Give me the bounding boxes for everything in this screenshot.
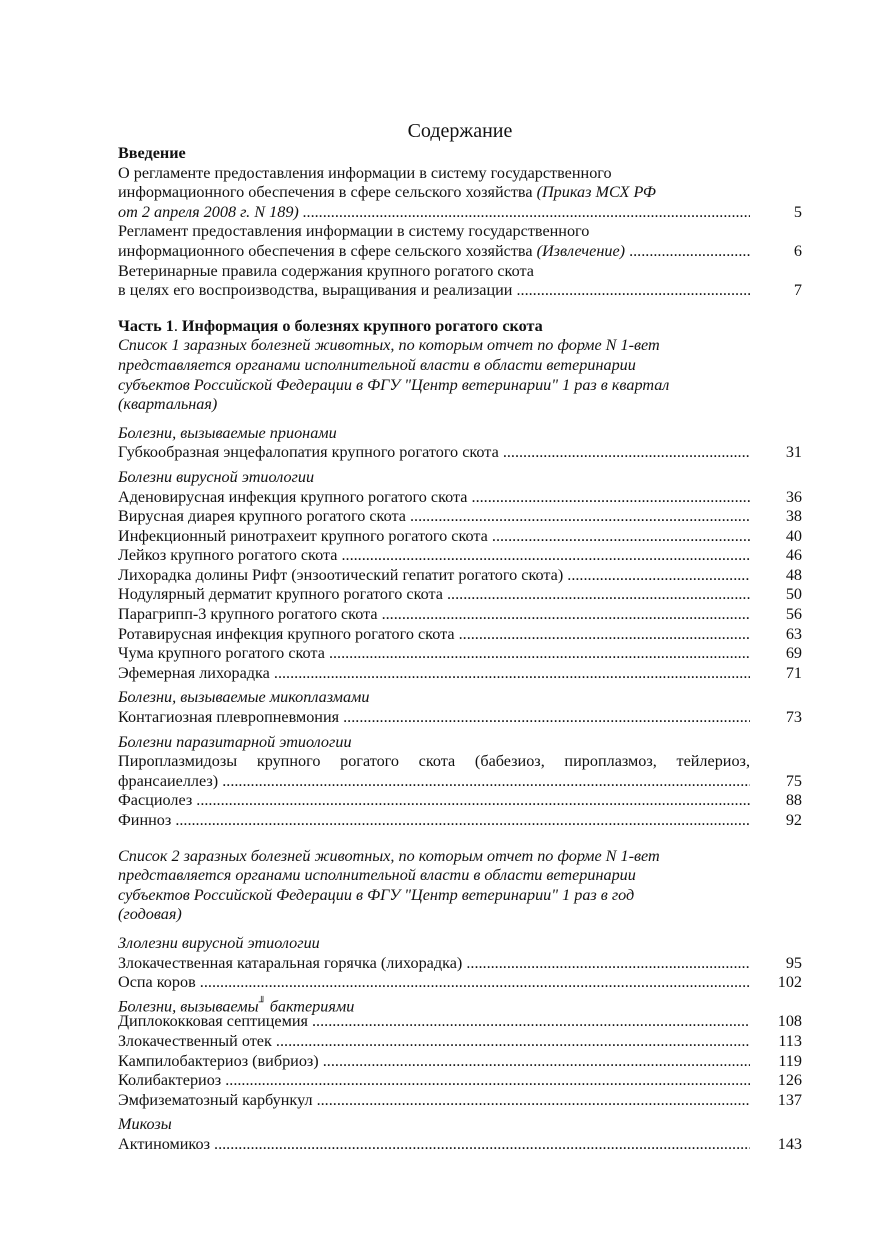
list-description: субъектов Российской Федерации в ФГУ "Центр ветеринарии" 1 раз в год [118,885,635,904]
toc-entry-page: 95 [785,953,802,972]
toc-entry-page: 73 [785,708,802,727]
toc-entry-page: 56 [785,605,802,624]
toc-entry[interactable] [118,203,802,223]
list-description: Список 1 заразных болезней животных, по которым отчет по форме N 1-вет [118,336,660,355]
toc-entry-page: 71 [785,663,802,682]
toc-entry[interactable] [118,488,802,508]
toc-entry[interactable] [118,242,802,262]
toc-entry[interactable] [118,1071,802,1091]
toc-entry-text: Колибактериоз ..... [118,1071,750,1091]
toc-entry-line: информационного обеспечения в сфере сельского хозяйства (Приказ МСХ РФ [118,183,656,202]
list-description: Список 2 заразных болезней животных, по которым отчет по форме N 1-вет [118,846,660,865]
group-heading: Болезни паразитарной этиологии [118,732,352,751]
toc-entry[interactable] [118,954,802,974]
group-heading: Болезни, вызываемы╜ бактериями [118,996,355,1016]
toc-entry-text: Чума крупного рогатого скота ..... [118,644,750,664]
toc-entry[interactable] [118,1032,802,1052]
toc-entry[interactable] [118,973,802,993]
toc-entry-text: Эфемерная лихорадка ..... [118,664,750,684]
group-heading: Болезни, вызываемые прионами [118,423,337,442]
toc-entry-page: 48 [785,565,802,584]
toc-entry-page: 5 [793,202,802,221]
toc-entry[interactable] [118,443,802,463]
toc-entry[interactable] [118,566,802,586]
toc-entry-text: в целях его воспроизводства, выращивания и реализации ..... [118,281,750,301]
toc-entry[interactable] [118,1052,802,1072]
group-heading: Болезни вирусной этиологии [118,467,315,486]
list-description: субъектов Российской Федерации в ФГУ "Центр ветеринарии" 1 раз в квартал [118,375,670,394]
toc-entry-page: 102 [777,973,802,992]
toc-entry-page: 88 [785,791,802,810]
toc-entry-text: Актиномикоз ..... [118,1135,750,1155]
list-description: (квартальная) [118,395,218,414]
toc-entry-text: Злокачественный отек ..... [118,1032,750,1052]
toc-entry-text: Эмфизематозный карбункул ..... [118,1091,750,1111]
toc-entry[interactable] [118,507,802,527]
toc-entry-text: Контагиозная плевропневмония ..... [118,708,750,728]
toc-entry-text: Парагрипп-3 крупного рогатого скота ..... [118,605,750,625]
list-description: представляется органами исполнительной власти в области ветеринарии [118,866,636,885]
toc-entry-text: Нодулярный дерматит крупного рогатого скота ..... [118,585,750,605]
toc-entry[interactable] [118,644,802,664]
toc-entry-text: франсаиеллез) ..... [118,772,750,792]
toc-entry-text: Вирусная диарея крупного рогатого скота ..... [118,507,750,527]
toc-entry-page: 137 [777,1090,802,1109]
toc-entry-page: 50 [785,585,802,604]
toc-entry-page: 38 [785,507,802,526]
group-heading: Микозы [118,1115,172,1134]
toc-entry-line: Пироплазмидозы крупного рогатого скота (бабезиоз, пироплазмоз, тейлериоз, [118,752,750,771]
part-heading: Часть 1. Информация о болезнях крупного рогатого скота [118,316,543,335]
toc-entry-text: от 2 апреля 2008 г. N 189) ..... [118,203,750,223]
group-heading: Злолезни вирусной этиологии [118,933,320,952]
toc-entry-page: 108 [777,1012,802,1031]
toc-entry-text: Лейкоз крупного рогатого скота ..... [118,546,750,566]
toc-entry-text: Ротавирусная инфекция крупного рогатого скота ..... [118,625,750,645]
toc-entry[interactable] [118,1135,802,1155]
toc-entry-page: 69 [785,644,802,663]
toc-entry-text: Лихорадка долины Рифт (энзоотический гепатит рогатого скота) ..... [118,566,750,586]
toc-entry[interactable] [118,791,802,811]
toc-entry-page: 119 [778,1051,802,1070]
toc-entry-page: 143 [777,1134,802,1153]
toc-entry[interactable] [118,811,802,831]
page-title: Содержание [407,120,513,142]
list-description: (годовая) [118,905,182,924]
table-of-contents [118,118,802,1155]
group-heading: Болезни, вызываемые микоплазмами [118,688,370,707]
toc-entry-line: О регламенте предоставления информации в систему государственного [118,163,612,182]
section-heading-intro: Введение [118,144,186,162]
list-description: представляется органами исполнительной власти в области ветеринарии [118,355,636,374]
toc-entry[interactable] [118,708,802,728]
stray-mark: ╜ [258,996,266,1008]
toc-entry[interactable] [118,772,802,792]
toc-entry[interactable] [118,281,802,301]
toc-entry[interactable] [118,527,802,547]
toc-entry-text: Диплококковая септицемия ..... [118,1012,750,1032]
toc-entry-text: Фасциолез ..... [118,791,750,811]
toc-entry-text: Злокачественная катаральная горячка (лихорадка) ..... [118,954,750,974]
toc-entry-text: информационного обеспечения в сфере сельского хозяйства (Извлечение) ..... [118,242,750,262]
toc-entry[interactable] [118,546,802,566]
toc-entry-text: Кампилобактериоз (вибриоз) ..... [118,1052,750,1072]
toc-entry[interactable] [118,1091,802,1111]
toc-entry-page: 46 [785,546,802,565]
toc-entry[interactable] [118,1012,802,1032]
toc-entry-page: 126 [777,1071,802,1090]
toc-entry-page: 40 [785,526,802,545]
toc-entry-text: Губкообразная энцефалопатия крупного рогатого скота ..... [118,443,750,463]
toc-entry-text: Финноз ..... [118,811,750,831]
toc-entry-page: 63 [785,624,802,643]
toc-entry-page: 31 [785,443,802,462]
toc-entry[interactable] [118,625,802,645]
toc-entry-text: Оспа коров ..... [118,973,750,993]
toc-entry[interactable] [118,585,802,605]
toc-entry-text: Аденовирусная инфекция крупного рогатого скота ..... [118,488,750,508]
toc-entry-page: 7 [793,281,802,300]
toc-entry[interactable] [118,605,802,625]
toc-entry-page: 92 [785,811,802,829]
toc-entry-page: 113 [778,1031,802,1050]
toc-entry-page: 6 [793,241,802,260]
toc-entry-text: Инфекционный ринотрахеит крупного рогатого скота ..... [118,527,750,547]
toc-entry-page: 36 [785,487,802,506]
toc-entry-page: 75 [785,771,802,790]
toc-entry-line: Регламент предоставления информации в систему государственного [118,222,590,241]
toc-entry-line: Ветеринарные правила содержания крупного рогатого скота [118,261,534,280]
toc-entry[interactable] [118,664,802,684]
